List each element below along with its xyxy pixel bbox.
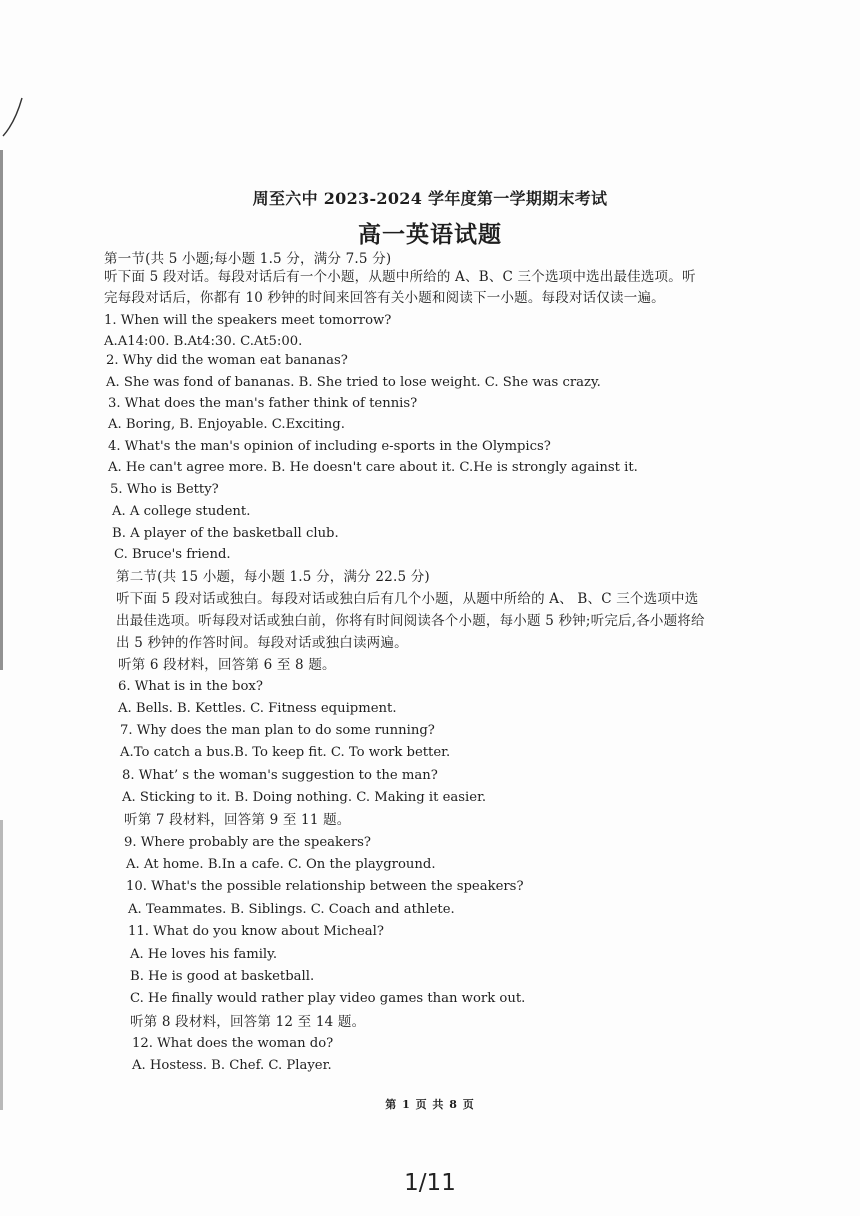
answer-options: A. Sticking to it. B. Doing nothing. C. Making it easier.: [122, 790, 487, 805]
answer-options: A.A14:00. B.At4:30. C.At5:00.: [104, 334, 303, 349]
instruction-line: 出 5 秒钟的作答时间。每段对话或独白读两遍。: [116, 635, 408, 651]
answer-option: C. Bruce's friend.: [114, 547, 231, 562]
answer-options: A. He can't agree more. B. He doesn't care about it. C.He is strongly against it.: [108, 460, 638, 475]
answer-options: A. At home. B.In a cafe. C. On the playground.: [126, 857, 436, 872]
question-line: 3. What does the man's father think of tennis?: [108, 396, 418, 411]
question-line: 12. What does the woman do?: [132, 1036, 334, 1051]
pen-mark-icon: [0, 96, 30, 140]
scan-edge-artifact: [0, 820, 3, 1110]
answer-options: A. Boring, B. Enjoyable. C.Exciting.: [108, 417, 345, 432]
material-heading: 听第 8 段材料，回答第 12 至 14 题。: [130, 1014, 366, 1030]
answer-options: A. Bells. B. Kettles. C. Fitness equipment.: [118, 701, 397, 716]
question-line: 10. What's the possible relationship between the speakers?: [126, 879, 524, 894]
section-heading: 第一节(共 5 小题;每小题 1.5 分，满分 7.5 分): [104, 251, 392, 267]
question-line: 4. What's the man's opinion of including e-sports in the Olympics?: [108, 439, 551, 454]
answer-options: A.To catch a bus.B. To keep fit. C. To work better.: [120, 745, 451, 760]
exam-title: 周至六中 2023-2024 学年度第一学期期末考试: [252, 189, 608, 208]
exam-subtitle: 高一英语试题: [358, 221, 502, 248]
instruction-line: 听下面 5 段对话。每段对话后有一个小题，从题中所给的 A、B、C 三个选项中选出最佳选项。听: [104, 269, 696, 285]
instruction-line: 完每段对话后，你都有 10 秒钟的时间来回答有关小题和阅读下一小题。每段对话仅读一遍。: [104, 290, 665, 306]
material-heading: 听第 6 段材料，回答第 6 至 8 题。: [118, 657, 336, 673]
question-line: 7. Why does the man plan to do some running?: [120, 723, 435, 738]
page-footer: 第 1 页 共 8 页: [385, 1098, 475, 1111]
answer-option: A. A college student.: [112, 504, 251, 519]
question-line: 11. What do you know about Micheal?: [128, 924, 384, 939]
answer-option: A. He loves his family.: [130, 947, 278, 962]
instruction-line: 听下面 5 段对话或独白。每段对话或独白后有几个小题，从题中所给的 A、 B、C 三个选项中选: [116, 591, 699, 607]
instruction-line: 出最佳选项。听每段对话或独白前，你将有时间阅读各个小题，每小题 5 秒钟;听完后,各小题将给: [116, 613, 705, 629]
question-line: 8. What’ s the woman's suggestion to the man?: [122, 768, 438, 783]
question-line: 9. Where probably are the speakers?: [124, 835, 371, 850]
question-line: 6. What is in the box?: [118, 679, 263, 694]
question-line: 2. Why did the woman eat bananas?: [106, 353, 348, 368]
answer-options: A. Hostess. B. Chef. C. Player.: [132, 1058, 332, 1073]
answer-options: A. She was fond of bananas. B. She tried to lose weight. C. She was crazy.: [106, 375, 601, 390]
question-line: 1. When will the speakers meet tomorrow?: [104, 313, 392, 328]
answer-option: C. He finally would rather play video games than work out.: [130, 991, 526, 1006]
question-line: 5. Who is Betty?: [110, 482, 219, 497]
material-heading: 听第 7 段材料，回答第 9 至 11 题。: [124, 812, 351, 828]
page-counter: 1/11: [404, 1170, 456, 1196]
answer-options: A. Teammates. B. Siblings. C. Coach and athlete.: [128, 902, 455, 917]
section-heading: 第二节(共 15 小题，每小题 1.5 分，满分 22.5 分): [116, 569, 430, 585]
answer-option: B. A player of the basketball club.: [112, 526, 339, 541]
answer-option: B. He is good at basketball.: [130, 969, 315, 984]
